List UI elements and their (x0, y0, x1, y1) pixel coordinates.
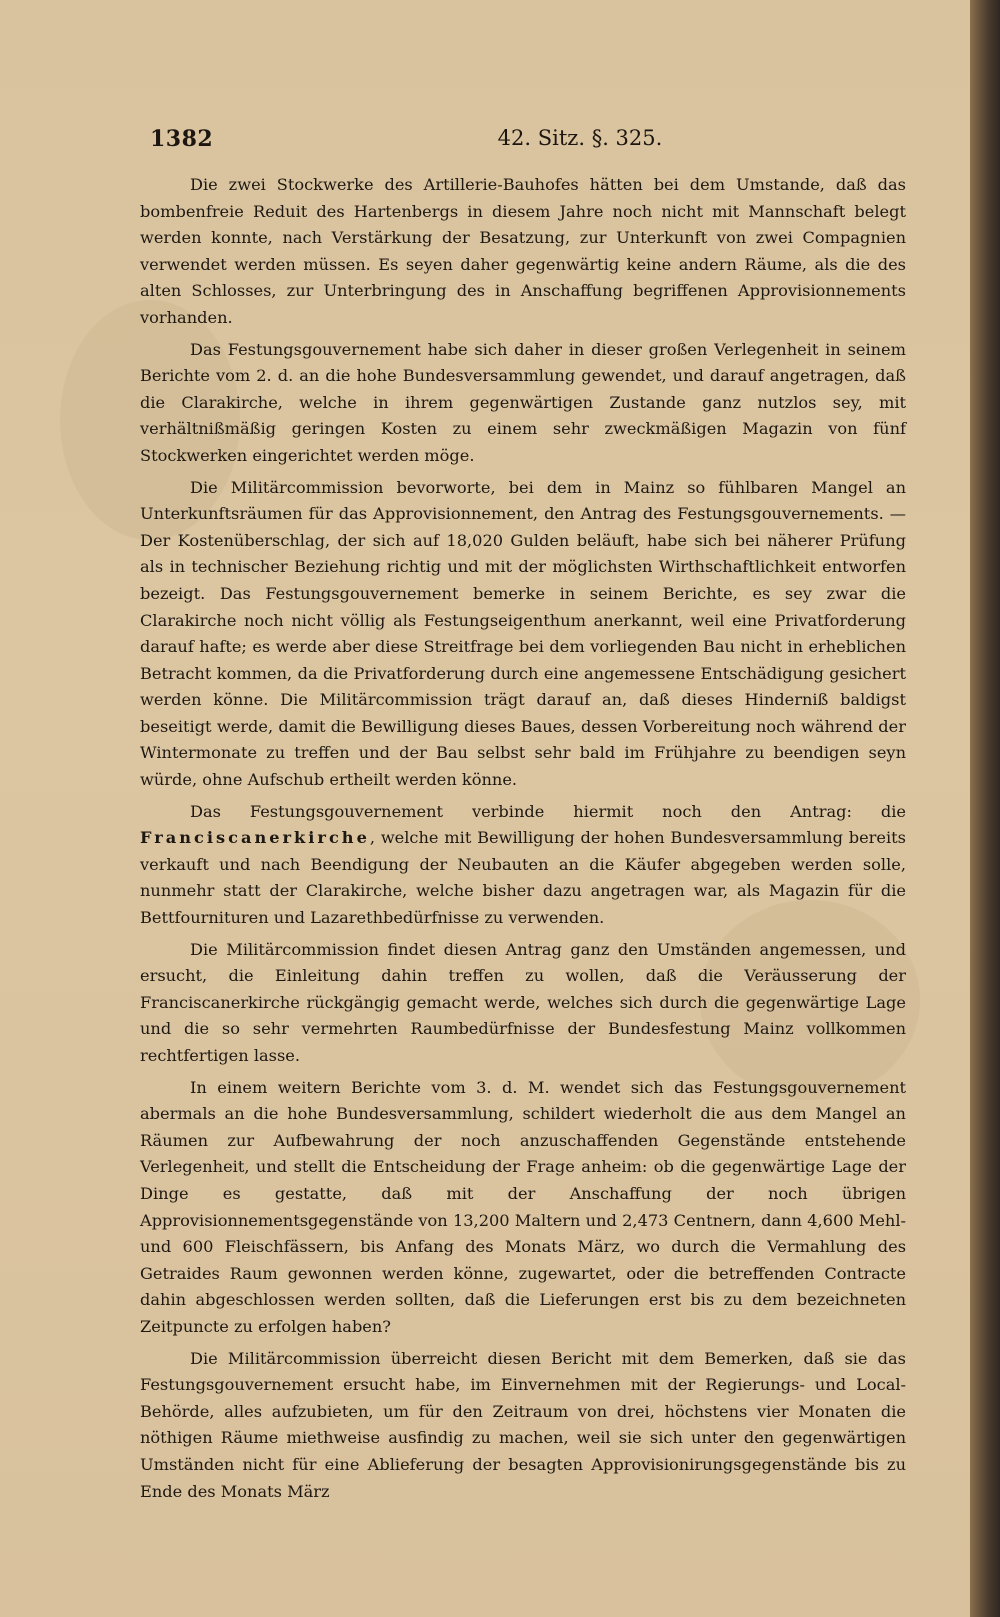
body-text (140, 172, 906, 1505)
paragraph: Das Festungsgouvernement habe sich daher in dieser großen Verlegenheit in seinem Berichte vom 2. d. an die hohe Bundesversammlung gewendet, und darauf angetragen, daß die Clarakirche, welche in ihrem gegenwärtigen Zustande ganz nutzlos sey, mit verhältnißmäßig geringen Kosten zu einem sehr zweckmäßigen Magazin von fünf Stockwerken eingerichtet werden möge. (140, 339, 906, 465)
paragraph: Die Militärcommission überreicht diesen Bericht mit dem Bemerken, daß sie das Festungsgouvernement ersucht habe, im Einvernehmen mit der Regierungs- und Local-Behörde, alles aufzubieten, um für den Zeitraum von drei, höchstens vier Monaten die nöthigen Räume miethweise ausfindig zu machen, weil sie sich unter den gegenwärtigen Umständen nicht für eine Ablieferung der besagten Approvisionirungsgegenstände bis zu Ende des Monats März (140, 1348, 906, 1501)
page-header (150, 126, 906, 160)
paragraph-text: Das Festungsgouvernement verbinde hiermit noch den Antrag: die (190, 801, 906, 821)
paragraph (140, 799, 906, 932)
page-number: 1382 (150, 126, 214, 152)
emphasized-term: Franciscanerkirche (140, 828, 370, 848)
paragraph: Die Militärcommission bevorworte, bei dem in Mainz so fühlbaren Mangel an Unterkunftsräumen für das Approvisionnement, den Antrag des Festungsgouvernements. — Der Kostenüberschlag, der sich auf 18,020 Gulden beläuft, habe sich bei näherer Prüfung als in technischer Beziehung richtig und mit der möglichsten Wirthschaftlichkeit entworfen bezeigt. Das Festungsgouvernement bemerke in seinem Berichte, es sey zwar die Clarakirche noch nicht völlig als Festungseigenthum anerkannt, weil eine Privatforderung darauf hafte; es werde aber diese Streitfrage bei dem vorliegenden Bau nicht in erheblichen Betracht kommen, da die Privatforderung durch eine angemessene Entschädigung gesichert werden könne. Die Militärcommission trägt darauf an, daß dieses Hinderniß baldigst beseitigt werde, damit die Bewilligung dieses Baues, dessen Vorbereitung noch während der Wintermonate zu treffen und der Bau selbst sehr bald im Frühjahre zu beendigen seyn würde, ohne Aufschub ertheilt werden könne. (140, 477, 906, 790)
paragraph: Die Militärcommission findet diesen Antrag ganz den Umständen angemessen, und ersucht, die Einleitung dahin treffen zu wollen, daß die Veräusserung der Franciscanerkirche rückgängig gemacht werde, welches sich durch die gegenwärtige Lage und die so sehr vermehrten Raumbedürfnisse der Bundesfestung Mainz vollkommen rechtfertigen lasse. (140, 939, 906, 1065)
paragraph: Die zwei Stockwerke des Artillerie-Bauhofes hätten bei dem Umstande, daß das bombenfreie Reduit des Hartenbergs in diesem Jahre noch nicht mit Mannschaft belegt werden konnte, nach Verstärkung der Besatzung, zur Unterkunft von zwei Compagnien verwendet werden müssen. Es seyen daher gegenwärtig keine andern Räume, als die des alten Schlosses, zur Unterbringung des in Anschaffung begriffenen Approvisionnements vorhanden. (140, 175, 906, 327)
book-edge (970, 0, 1000, 1617)
running-head: 42. Sitz. §. 325. (497, 126, 663, 150)
paragraph-text: , welche mit Bewilligung der hohen Bundesversammlung bereits verkauft und nach Beendigung der Neubauten an die Käufer abgegeben werden solle, nunmehr statt der Clarakirche, welche bisher dazu angetragen war, als Magazin für die Bettfournituren und Lazarethbedürfnisse zu verwenden. (140, 828, 906, 928)
paragraph: In einem weitern Berichte vom 3. d. M. wendet sich das Festungsgouvernement abermals an die hohe Bundesversammlung, schildert wiederholt die aus dem Mangel an Räumen zur Aufbewahrung der noch anzuschaffenden Gegenstände entstehende Verlegenheit, und stellt die Entscheidung der Frage anheim: ob die gegenwärtige Lage der Dinge es gestatte, daß mit der Anschaffung der noch übrigen Approvisionnementsgegenstände von 13,200 Maltern und 2,473 Centnern, dann 4,600 Mehl- und 600 Fleischfässern, bis Anfang des Monats März, wo durch die Vermahlung des Getraides Raum gewonnen werden könne, zugewartet, oder die betreffenden Contracte dahin abgeschlossen werden sollten, daß die Lieferungen erst bis zu dem bezeichneten Zeitpuncte zu erfolgen haben? (140, 1077, 906, 1336)
